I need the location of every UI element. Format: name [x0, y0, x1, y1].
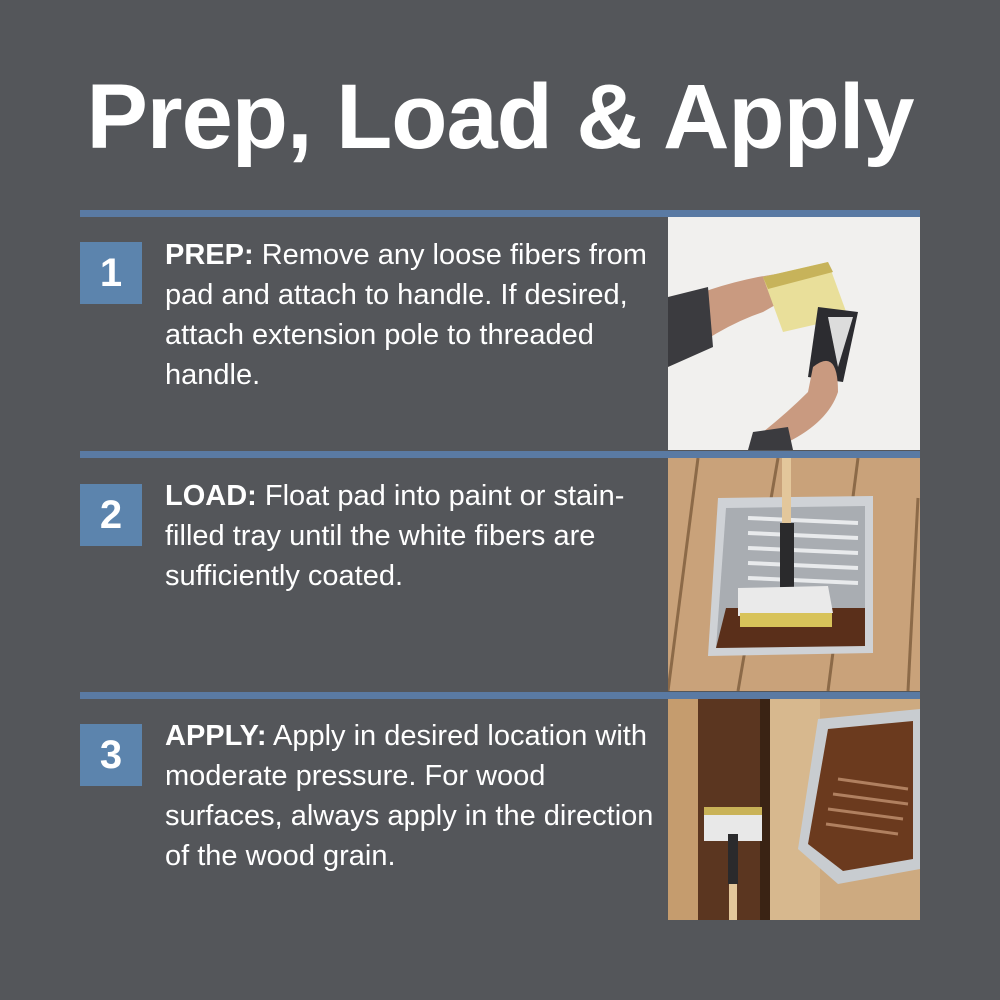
load-photo	[668, 458, 920, 691]
step-text	[165, 716, 655, 876]
page-title: Prep, Load & Apply	[86, 66, 914, 168]
step-heading: APPLY:	[165, 720, 267, 752]
step-body: Apply in desired location with moderate pressure. For wood surfaces, always apply in the direction of the wood grain.	[165, 720, 654, 872]
divider-line	[80, 210, 920, 217]
step-number-badge: 2	[80, 484, 142, 546]
apply-photo	[668, 699, 920, 920]
divider-line	[80, 692, 920, 699]
step-text	[165, 476, 655, 596]
step-heading: PREP:	[165, 239, 254, 271]
step-heading: LOAD:	[165, 480, 257, 512]
step-body: Float pad into paint or stain-filled tray until the white fibers are sufficiently coated.	[165, 480, 625, 592]
step-number-badge: 3	[80, 724, 142, 786]
step-number-badge: 1	[80, 242, 142, 304]
step-body: Remove any loose fibers from pad and attach to handle. If desired, attach extension pole to threaded handle.	[165, 239, 647, 391]
divider-line	[80, 451, 920, 458]
step-text	[165, 235, 655, 395]
prep-photo	[668, 217, 920, 450]
